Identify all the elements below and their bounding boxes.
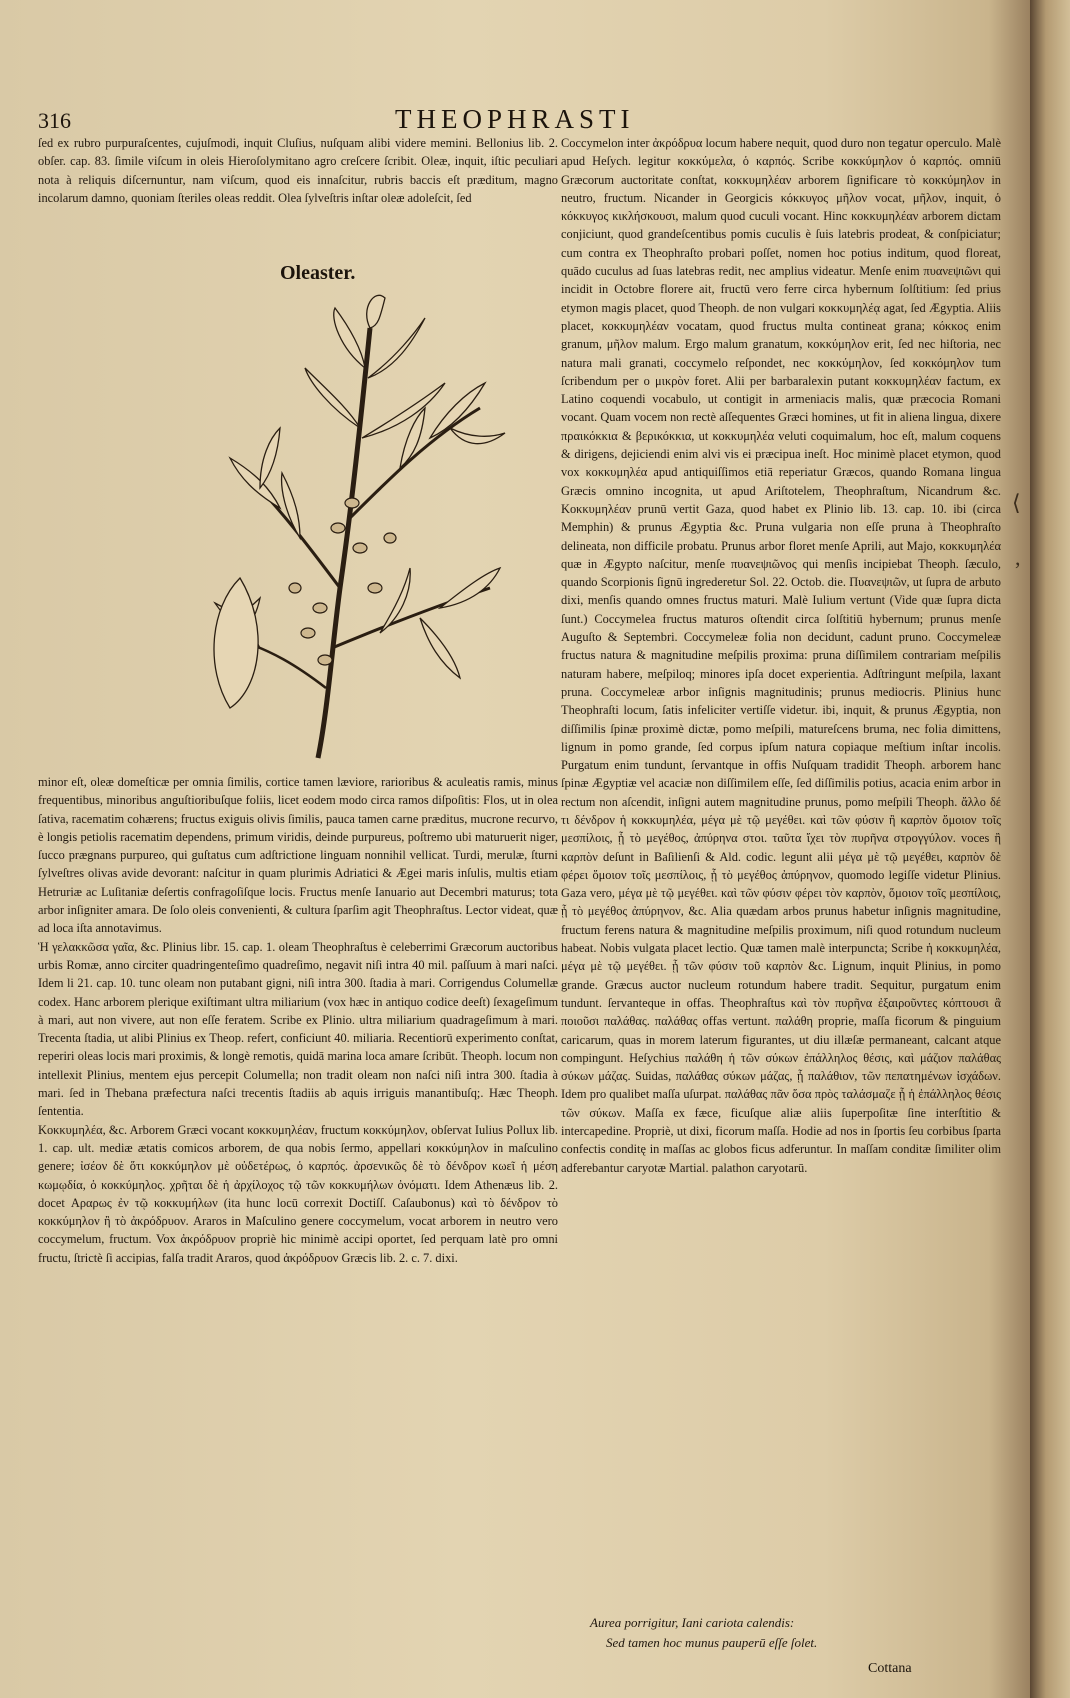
margin-ink-mark: , (1015, 545, 1021, 570)
page-number: 316 (38, 108, 71, 133)
leaf (368, 318, 425, 378)
leaf (305, 368, 360, 428)
running-head: THEOPHRASTI (395, 104, 635, 134)
olive (368, 583, 382, 593)
leaf (282, 473, 300, 538)
olive (289, 583, 301, 593)
leaf-large (214, 578, 258, 708)
olive (345, 498, 359, 508)
left-column-bottom-text: minor eſt, oleæ domeſticæ per omnia ſimilis, cortice tamen læviore, rarioribus & aculeatis ramis, minus frequentibus, minoribus anguſtioribuſque foliis, licet eodem modo circa ramos diſpoſitis: Flos, ut in olea ſativa, racematim cohærens; fructus exiguis olivis ſimilis, pauca tamen carne præditus, mucrone recurvo, è longis petiolis racematim dependens, primum viridis, deinde purpureus, poſtremo ubi maturuerit niger, ſucco prægnans purpureo, qui guſtatus cum adſtrictione linguam nonnihil vellicat. Turdi, merulæ, ſturni ſylveſtres olivas avide devorant: naſcitur in quam plurimis Adriatici & Ægei maris inſulis, multis etiam Hetruriæ ac Luſitaniæ deſertis confragoſiſque locis. Fructus menſe Ianuario aut Decembri maturus; tota arbor inſigniter amara. De ſolo oleis convenienti, & cultura ſparſim agit Theophraſtus. Lector videat, quæ ad loca iſta annotavimus. Ἡ γελακκῶσα γαῖα, &c. Plinius libr. 15. cap. 1. oleam Theophraſtus è celeberrimi Græcorum auctoribus urbis Romæ, anno circiter quadringenteſimo quadreſimo, negavit niſi intra 40 mil. paſſuum à mari naſci. Idem li 21. cap. 10. tunc oleam non putabant gigni, niſi intra 300. ſtadia à mari. Corrigendus Columellæ codex. Hanc arborem plerique exiſtimant ultra miliarium (vox hæc in antiquo codice deeſt) ſexageſimum à mari, aut non vivere, aut non eſſe feratem. Scribe ex Plinio. ultra miliarium quadrageſimum à mari. Trecenta ſtadia, ut alibi Plinius ex Theop. refert, conficiunt 40. miliaria. Recentiorū experimento conſtat, reperiri oleas locis mari proximis, & longè remotis, quidā marina loca amare ſcribūt. Theoph. locum non intellexit Plinius, mentem ejus percepit Columella; non tradit oleam non naſci niſi intra 300. ſtadia à mari. ſed in Thebana præfectura naſci trecentis ſtadiis ab aquis irriguis manantibuſq;. Hæc Theoph. ſententia. Κοκκυμηλέα, &c. Arborem Græci vocant κοκκυμηλέαν, fructum κοκκύμηλον, obſervat Iulius Pollux lib. 1. cap. ult. mediæ ætatis comicos arborem, de qua nobis ſermo, appellari κοκκύμηλον in maſculino genere; ἰσέον δὲ ὅτι κοκκύμηλον μὲ οὐδετέρως, ὁ καρπός. ἀρσενικῶς δὲ τὸ δένδρον κωεῖ ἡ μέση κωμῳδία, ὁ κοκκύμηλος. χρῆται δὲ ἡ ἀρχίλοχος τῷ τῶν κοκκυμήλων ὀνόματι. Idem Athenæus lib. 2. docet Αραρως ἐν τῷ κοκκυμήλων (ita hunc locū correxit Doctiſſ. Caſaubonus) καὶ τὸ δένδρον τὸ κοκκύμηλον ἢ τὸ ἀκρόδρυον. Araros in Maſculino genere coccymelum, vocat arborem in neutro vero coccymelum, fructum. Vox ἀκρόδρυον propriè hic minimè accipi oportet, ſed perquam latè pro omni fructu, ſtrictè ſi accipias, falſa tradit Araros, quod ἀκρόδρυον Græcis lib. 2. c. 7. dixi. (38, 775, 558, 1265)
leaf (260, 428, 280, 488)
olive (353, 543, 367, 553)
adjacent-page-edge (1030, 0, 1070, 1698)
olive (318, 655, 332, 665)
olive (313, 603, 327, 613)
oleaster-woodcut (200, 288, 520, 768)
leaf (440, 568, 500, 608)
olive (331, 523, 345, 533)
verse-line-2: Sed tamen hoc munus pauperū eſſe ſolet. (606, 1635, 818, 1650)
left-column-top-text: ſed ex rubro purpuraſcentes, cujuſmodi, inquit Cluſius, nuſquam alibi videre memini. Bellonius lib. 2. obſer. cap. 83. ſimile viſcum in oleis Hieroſolymitano agro creſcere ſcribit. Oleæ, inquit, iſtic peculiari nota à reliquis diſcernuntur, nam viſcum, quod eis innaſcitur, rubris baccis eſt præditum, magno incolarum damno, quoniam ſteriles oleas reddit. Olea ſylveſtris inſtar oleæ adoleſcit, ſed (38, 136, 558, 205)
leaf (420, 618, 460, 678)
verse-quotation (590, 1613, 920, 1653)
olive (301, 628, 315, 638)
right-column-text: Coccymelon inter ἀκρόδρυα locum habere nequit, quod duro non tegatur operculo. Malè apud Heſych. legitur κοκκύμελα, ὁ καρπός. Scribe κοκκύμηλον ὁ καρπός. omniū Græcorum auctoritate conſtat, κοκκυμηλέαν arborem ſignificare τὸ κοκκύμηλον in neutro, fructum. Nicander in Georgicis κόκκυγος μῆλον vocat, μῆλον, inquit, ὁ κόκκυγος κικλήσκουσι, malum quod cuculi vocant. Hinc κοκκυμηλέαν arborem dictam conjiciunt, quod grandeſcentibus pomis cuculis è ſuis latebris prodeat, & conſpiciatur; cum contra ex Theophraſto probari poſſet, nomen hoc potius inditum, quod floreat, quādo cuculus ad ſuas latebras redit, nec amplius videatur. Menſe enim πυανεψιῶνι qui incidit in Octobre florere ait, fructū vero ferre circa hybernum ſolſtitium: ſed prius etymon magis placet, quod Theoph. de non vulgari κοκκυμηλέᾳ agat, ſed Ægyptia. Aliis placet, κοκκυμηλέαν vocatam, quod fructus multa contineat grana; κόκκος enim granum, μῆλον malum. Ergo malum granatum, κοκκύμηλον erit, ſed nec hiſtoria, nec natura mali granati, coccymelo reſpondet, nec κοκκύμηλον, ſed κοκκόμηλον tum ſcribendum per ο μικρὸν foret. Alii per barbaralexin putant κοκκυμηλέαν factum, ex Latino coquendi vocabulo, ut contigit in armeniacis malis, quæ præcocia Romani vocant. Quam vocem non rectè aſſequentes Græci homines, ut fit in aliena lingua, dixere πραικόκκια & βερικόκκια, ut κοκκυμηλέα veluti coquimalum, hoc eſt, malum coquens & dirigens, dejiciendi enim alvi vis ei præcipua ineſt. Hoc minimè placet etymon, quod vox κοκκυμηλέα apud antiquiſſimos etiā reperiatur Græcos, quando Romana lingua Græcis omnino incognita, ut apud Ariſtotelem, Theophraſtum, Nicandrum &c. Κοκκυμηλέαν prunū vertit Gaza, quod habet ex Plinio lib. 13. cap. 10. ibi (circa Memphin) & prunus Ægyptia &c. Pruna vulgaria non eſſe pruna à Theophraſto delineata, non difficile probatu. Prunus arbor floret menſe Aprili, aut Majo, κοκκυμηλέα quæ in Ægypto naſcitur, menſe πυανεψιῶνος qui menſis incipiebat Theoph. ſæculo, quando Scorpionis ſignū ingrederetur Sol. 22. Octob. die. Πυανεψιῶν, ut ſupra de arbuto dixi, menſis quando omnes fructus maturi. Malè Iulium vertunt (Vide quæ ſupra dicta ſunt.) Coccymelea fructus maturos oſtendit circa ſolſtitiū hybernum; prunus menſe Auguſto & Septembri. Coccymeleæ folia non decidunt, cadunt pruno. Coccymeleæ fructus natura & magnitudine meſpilis proxima: pruna diſſimilem contrariam meſpilis naturam habere, meſpiloq; minores ipſa docet experientia. Adſtringunt meſpila, laxant pruna. Coccymeleæ arbor inſignis magnitudinis; prunus mediocris. Plinius hunc Theophraſti locum, ſatis infeliciter vertiſſe videtur. ibi, inquit, & prunus Ægyptia, non diſſimilis ſpinæ proximè dictæ, pomo meſpili, matureſcens bruma, nec folia dimittens, lignum in pomo grande, ſed corpus ipſum natura copiaque meſtium inſtar incolis. Purgatum enim tundunt, ſervantque in offis Nuſquam tradidit Theoph. arborem hanc ſpinæ Ægyptiæ vel acaciæ non diſſimilem eſſe, ſed diſſimilis potius, acacia enim arbor in rectum non aſcendit, inſigni autem magnitudine prunus, pomo meſpili Theoph. ἄλλο δέ τι δένδρον ἡ κοκκυμηλέα, μέγα μὲ τῷ μεγέθει. καὶ τῶν φύσιν ἢ καρπὸν ὅμοιον τοῖς μεσπίλοις, ᾗ τὸ μεγέθος, ἀπύρηνα στοι. ταῦτα ἴχει τὸν πυρῆνα στρογγύλον. voces ἢ καρπὸν deſunt in Baſilienſi & Ald. codic. legunt alii μέγα μὲ τῷ μεγέθει, καρπὸν δὲ φέρει ὅμοιον τοῖς μεσπίλοις, ᾗ τὸ μεγέθος ἀπύρηνον, quomodo legiſſe videtur Plinius. Gaza vero, μέγα μὲ τῷ μεγέθει. καὶ τῶν φύσιν φέρει τὸν καρπὸν, ὅμοιον τοῖς μεσπίλοις, ᾗ τὸ μεγέθος ἀπύρηνον, &c. Alia quædam arbos prunus habetur inſignis magnitudine, fructum ferens natura & magnitudine meſpilis proximum, niſi quod rotundum nucleum habeat. Nobis vulgata placet lectio. Quæ tamen malè interpuncta; Scribe ἡ κοκκυμηλέα, μέγα μὲ τῷ μεγέθει. ᾗ τῶν φύσιν τοῦ καρπὸν &c. Lignum, inquit Plinius, in pomo grande. Græcus auctor nucleum rotundum habere tradit. Sequitur, purgatum enim tundunt. ſervanteque in offas. Theophraſtus καὶ τὸν πυρῆνα ἐξαιροῦντες κόπτουσι ἃ ποιοῦσι παλάθας. παλάθας offas vertunt. παλάθη proprie, maſſa ficorum & pinguium caricarum, quas in morem laterum figurantes, ut diu illæſæ permaneant, calcant atque compingunt. Heſychius παλάθη ἡ τῶν σύκων ἐπάλληλος θέσις, καὶ μάζιον παλάθας σύκων μάζας. Suidas, παλάθας σύκων μάζας, ᾗ παλάθιον, τῶν πεπατημένων ἰσχάδων. Idem pro qualibet maſſa uſurpat. παλάθας πᾶν ὅσα πρὸς ταλάσμαζε ᾗ ἡ ἐπάλληλος θέσις τῶν σύκων. Maſſa ex fæce, ficuſque aliæ aliis ſuperpoſitæ ſine interſtitio & intercapedine. Propriè, ut dixi, ficorum maſſa. Hodie ad nos in ſportis ſeu corbibus ſparta confectis conditę in maſſas ac globos ficus adferuntur. In maſſam conditæ ſimiliter olim adferebantur caryotæ Martial. palathon caryotarū. (561, 136, 1001, 1175)
catchword: Cottana (868, 1661, 912, 1676)
page-header (0, 104, 1030, 136)
leaf (450, 428, 505, 444)
figure-caption: Oleaster. (280, 262, 356, 284)
leaf (334, 308, 365, 368)
olive (384, 533, 396, 543)
margin-ink-mark: ⟨ (1012, 490, 1021, 515)
leaf (362, 383, 445, 438)
verse-line-1: Aurea porrigitur, Iani cariota calendis: (590, 1615, 795, 1630)
leaf (367, 295, 385, 328)
